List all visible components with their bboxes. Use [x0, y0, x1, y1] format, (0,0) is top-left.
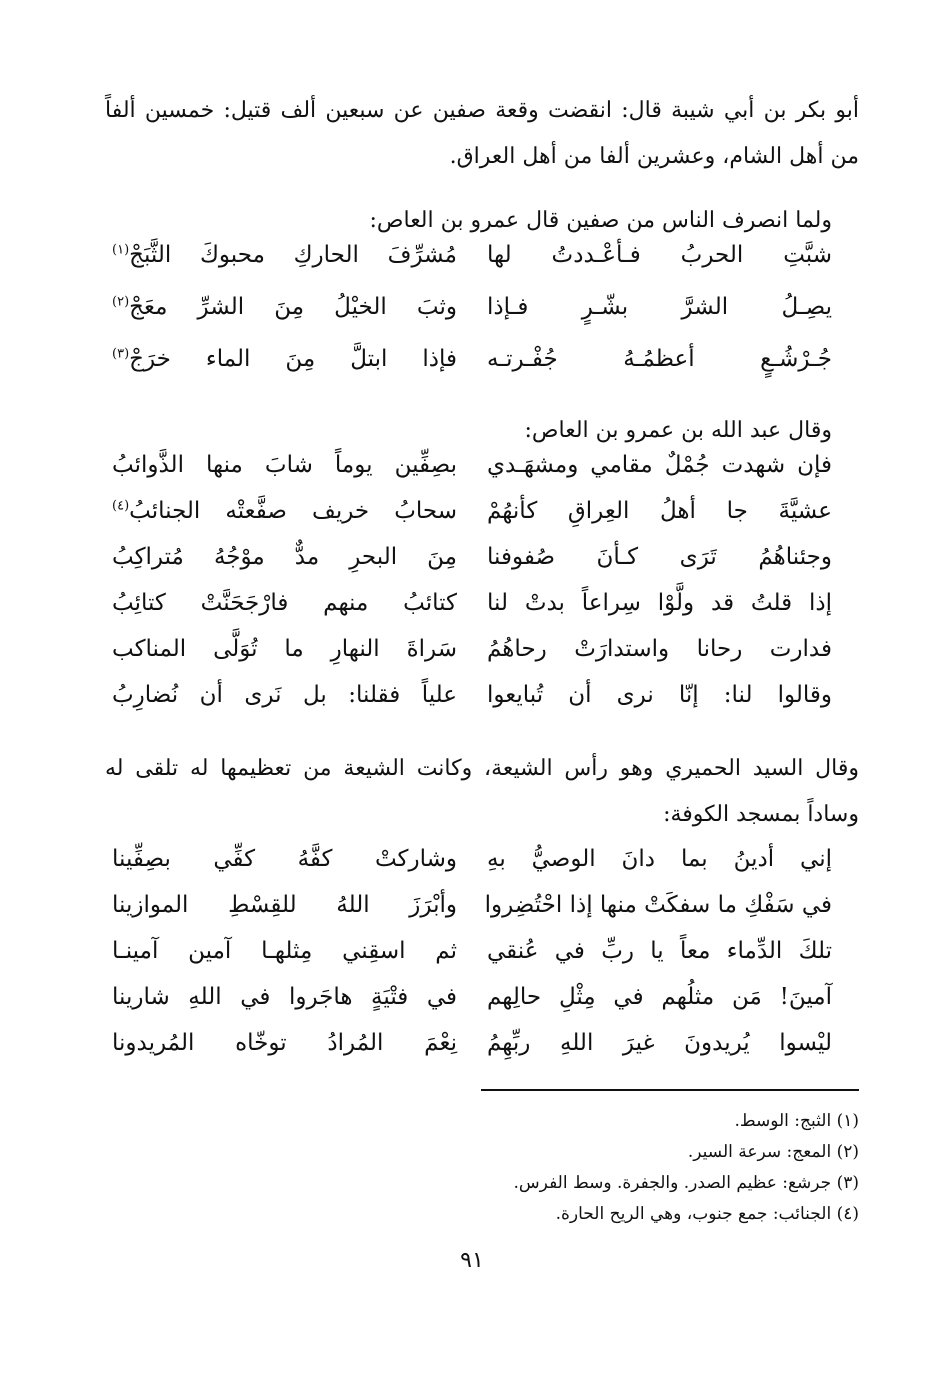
verse-second-hemistich: مُشرِّفَ الحاركِ محبوكَ الثَّبَجْ$^{(١)}$ — [112, 242, 457, 268]
verse-first-hemistich: عشيَّةَ جا أهلُ العِراقِ كأنهُمْ — [487, 498, 832, 524]
poem-himyari — [112, 846, 832, 1076]
verse — [112, 346, 832, 398]
verse-second-hemistich: ثم اسقِني مِثلهـا آمين آمينـا — [112, 938, 457, 964]
verse-first-hemistich: في سَفْكِ ما سفكَتْ منها إذا احْتُضِروا — [484, 892, 832, 918]
verse-first-hemistich: فإن شهدت جُمْلٌ مقامي ومشهَـدي — [487, 452, 832, 478]
verse — [112, 242, 832, 294]
footnote: (٤) الجنائب: جمع جنوب، وهي الريح الحارة. — [555, 1204, 859, 1224]
verse — [112, 1030, 832, 1076]
verse-first-hemistich: ليْسوا يُريدونَ غيرَ اللهِ ربِّهِمُ — [487, 1030, 832, 1056]
verse — [112, 636, 832, 682]
verse-first-hemistich: وجئناهُمُ تَرَى كـأنَ صُفوفنا — [487, 544, 832, 570]
verse-second-hemistich: فإذا ابتلَّ مِنَ الماء خرَجْ$^{(٣)}$ — [112, 346, 457, 372]
verse-first-hemistich: يصِـلُ الشرَّ بشّـرٍ فـإذا — [487, 294, 832, 320]
verse-second-hemistich: كتائبُ منهم فارْجَحَنَّتْ كتائِبُ — [112, 590, 457, 616]
footnotes — [514, 1106, 859, 1230]
verse — [112, 892, 832, 938]
verse-second-hemistich: وشاركتْ كفَّهُ كفِّي بصِفِّينا — [112, 846, 457, 872]
verse — [112, 590, 832, 636]
footnote-ref: (٣) — [112, 346, 130, 362]
verse-first-hemistich: شبَّتِ الحربُ فـأعْـددتُ لها — [487, 242, 832, 268]
footnote-ref: (١) — [112, 242, 130, 258]
verse-first-hemistich: جُـرْشُـعٍ أعظمُـهُ جُفْـرتـه — [487, 346, 832, 372]
verse-first-hemistich: تلكَ الدِّماء معاً يا ربِّ في عُنقي — [487, 938, 832, 964]
poem-abdallah — [112, 452, 832, 728]
verse-second-hemistich: بصِفِّين يوماً شابَ منها الذَّوائبُ — [112, 452, 457, 478]
verse-second-hemistich: علياً فقلنا: بل نَرى أن نُضارِبُ — [112, 682, 457, 708]
verse-second-hemistich: مِنَ البحرِ مدٌّ موْجُهُ مُتراكِبُ — [112, 544, 457, 570]
verse — [112, 544, 832, 590]
footnote-ref: (٤) — [112, 498, 130, 514]
verse-second-hemistich: نِعْمَ المُرادُ توخّاه المُريدونا — [112, 1030, 457, 1056]
poem-amr — [112, 242, 832, 398]
verse — [112, 498, 832, 544]
verse-second-hemistich: سَراةَ النهارِ ما تُوَلَّى المناكب — [112, 636, 457, 662]
verse — [112, 452, 832, 498]
footnote-ref: (٢) — [112, 294, 130, 310]
verse — [112, 938, 832, 984]
footnote-divider — [481, 1089, 859, 1091]
verse-first-hemistich: آمينَ! مَن مثلُهم في مِثْلِ حالِهم — [487, 984, 832, 1010]
verse-first-hemistich: إذا قلتُ قد ولَّوْا سِراعاً بدتْ لنا — [487, 590, 832, 616]
footnote: (٢) المعج: سرعة السير. — [687, 1142, 859, 1162]
verse — [112, 846, 832, 892]
intro-abdallah: وقال عبد الله بن عمرو بن العاص: — [524, 418, 832, 443]
intro-amr-ibn-al-as: ولما انصرف الناس من صفين قال عمرو بن العاص: — [369, 208, 832, 233]
verse — [112, 984, 832, 1030]
verse-first-hemistich: فدارت رحانا واستدارَتْ رحاهُمُ — [487, 636, 832, 662]
verse-first-hemistich: وقالوا لنا: إنّا نرى أن تُبايعوا — [487, 682, 832, 708]
paragraph-abu-bakr: أبو بكر بن أبي شيبة قال: انقضت وقعة صفين عن سبعين ألف قتيل: خمسين ألفاً من أهل الشام، وعشرين ألفا من أهل العراق. — [105, 98, 859, 169]
page-number: ٩١ — [460, 1248, 484, 1273]
verse — [112, 682, 832, 728]
verse — [112, 294, 832, 346]
verse-first-hemistich: إني أدينُ بما دانَ الوصيُّ بهِ — [487, 846, 832, 872]
footnote: (١) الثبج: الوسط. — [734, 1111, 859, 1131]
verse-second-hemistich: وثبَ الخيْلُ مِنَ الشرِّ معَجْ$^{(٢)}$ — [112, 294, 457, 320]
verse-second-hemistich: في فتْيَةٍ هاجَروا في اللهِ شارينا — [112, 984, 457, 1010]
footnote: (٣) جرشع: عظيم الصدر. والجفرة. وسط الفرس. — [513, 1173, 859, 1193]
paragraph-himyari: وقال السيد الحميري وهو رأس الشيعة، وكانت الشيعة من تعظيمها له تلقى له وساداً بمسجد الكوفة: — [105, 756, 859, 827]
verse-second-hemistich: سحابُ خريف صفَّعتْه الجنائبُ$^{(٤)}$ — [112, 498, 457, 524]
verse-second-hemistich: وأبْرَزَ اللهُ للقِسْطِ الموازينا — [112, 892, 457, 918]
